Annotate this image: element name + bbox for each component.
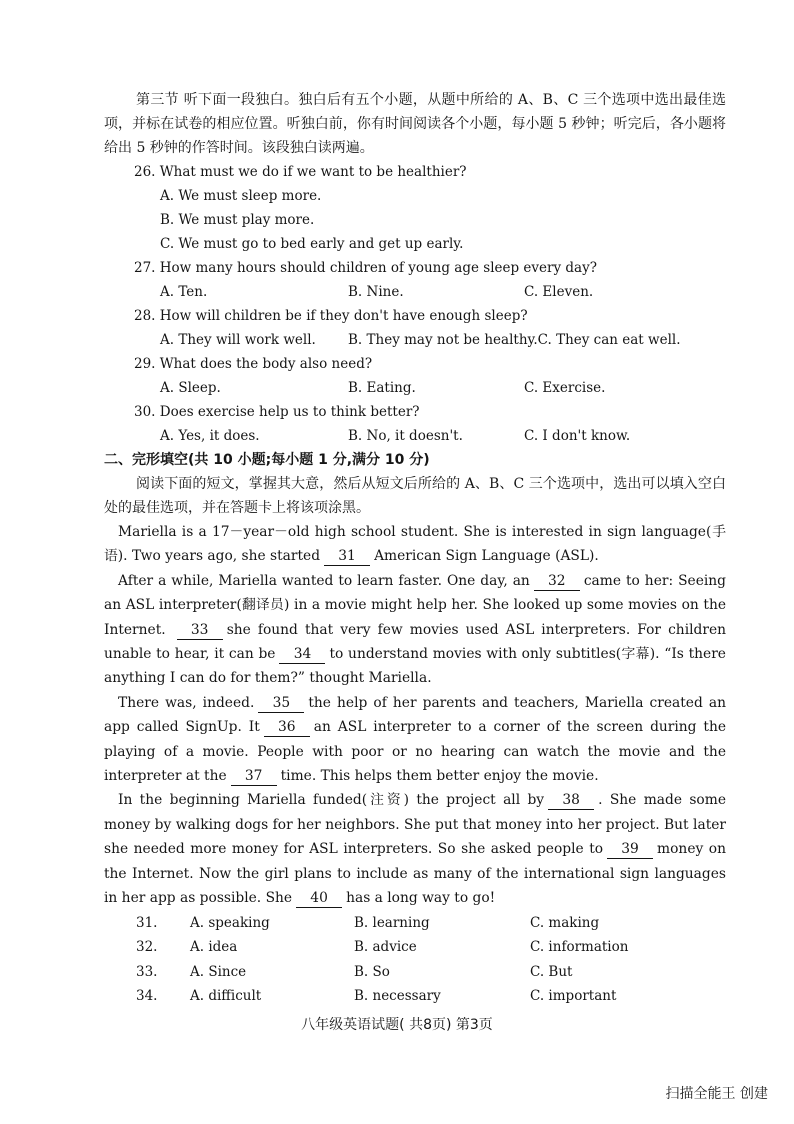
cloze-instructions: 阅读下面的短文，掌握其大意，然后从短文后所给的 A、B、C 三个选项中，选出可以填入空白处的最佳选项，并在答题卡上将该项涂黑。	[104, 476, 726, 516]
passage-text: money on the Internet. Now the girl plans to include as many of the international sign languages in her app as possible. She	[104, 841, 727, 907]
question-29	[104, 352, 726, 400]
option-c: C. important	[530, 988, 617, 1004]
scanner-watermark: 扫描全能王 创建	[665, 1086, 768, 1102]
cloze-section-heading: 二、完形填空(共 10 小题;每小题 1 分,满分 10 分)	[104, 452, 430, 468]
question-28	[104, 304, 726, 352]
blank-38: 38	[548, 791, 594, 810]
cloze-paragraph-1	[104, 520, 726, 569]
blank-37: 37	[231, 767, 277, 786]
option-c: C. Exercise.	[524, 380, 606, 396]
passage-text: American Sign Language (ASL).	[374, 548, 599, 565]
answer-number: 32.	[136, 939, 158, 955]
blank-35: 35	[258, 694, 304, 713]
option-a: A. speaking	[190, 914, 270, 931]
option-b: B. Nine.	[348, 284, 404, 300]
option-b: B. advice	[354, 939, 417, 955]
option-b: B. They may not be healthy.	[348, 332, 538, 348]
option-b: B. learning	[354, 914, 430, 931]
option-a: A. We must sleep more.	[160, 188, 322, 204]
option-c: C. I don't know.	[524, 428, 631, 444]
option-b: B. Eating.	[348, 380, 416, 396]
answer-row-33	[136, 960, 726, 985]
option-b: B. We must play more.	[160, 212, 315, 228]
option-a: A. difficult	[190, 988, 262, 1004]
cloze-paragraph-4	[104, 788, 726, 910]
options-row	[160, 376, 726, 400]
blank-40: 40	[296, 889, 342, 908]
option-b: B. No, it doesn't.	[348, 428, 463, 444]
blank-36: 36	[264, 718, 310, 737]
question-30	[104, 400, 726, 448]
passage-text: After a while, Mariella wanted to learn faster. One day, an	[118, 572, 530, 589]
answer-number: 33.	[136, 963, 158, 980]
answer-number: 34.	[136, 988, 158, 1004]
blank-39: 39	[607, 840, 653, 859]
option-c: C. They can eat well.	[537, 332, 681, 348]
passage-text: There was, indeed.	[118, 694, 255, 711]
question-stem: 26. What must we do if we want to be healthier?	[134, 164, 467, 180]
option-a: A. They will work well.	[160, 332, 316, 348]
option-c: C. making	[530, 914, 600, 931]
passage-text: In the beginning Mariella funded(注资) the project all by	[118, 792, 545, 809]
option-b: B. necessary	[354, 988, 441, 1004]
page-footer: 八年级英语试题( 共8页) 第3页	[301, 1017, 493, 1033]
question-27	[104, 256, 726, 304]
cloze-paragraph-3	[104, 691, 726, 789]
answer-row-32	[136, 935, 726, 960]
listening-section-3-intro: 第三节 听下面一段独白。独白后有五个小题，从题中所给的 A、B、C 三个选项中选出最佳选项，并标在试卷的相应位置。听独白前，你有时间阅读各个小题，每小题 5 秒钟；听完后，各小题将给出 5 秒钟的作答时间。该段独白读两遍。	[104, 92, 726, 156]
answer-number: 31.	[136, 914, 158, 931]
option-a: A. Yes, it does.	[160, 428, 260, 444]
question-stem: 29. What does the body also need?	[134, 356, 373, 372]
passage-text: an ASL interpreter to a corner of the screen during the playing of a movie. People with poor or no hearing can watch the movie and the interpreter at the	[104, 719, 727, 785]
passage-text: came to her: Seeing an ASL interpreter(翻译员) in a movie might help her. She looked up some movies on the Internet.	[104, 572, 726, 638]
question-stem: 27. How many hours should children of young age sleep every day?	[134, 260, 597, 276]
options-row	[160, 280, 726, 304]
answer-row-34	[136, 984, 726, 1009]
passage-text: to understand movies with only subtitles(字幕). “Is there anything I can do for them?” thought Mariella.	[104, 646, 726, 687]
cloze-paragraph-2	[104, 569, 726, 691]
question-stem: 28. How will children be if they don't have enough sleep?	[134, 308, 528, 324]
blank-33: 33	[177, 621, 223, 640]
passage-text: she found that very few movies used ASL interpreters. For children unable to hear, it can be	[104, 621, 726, 663]
option-a: A. Sleep.	[160, 380, 221, 396]
option-c: C. We must go to bed early and get up early.	[160, 236, 464, 252]
answer-options	[104, 911, 726, 1009]
option-c: C. Eleven.	[524, 284, 594, 300]
answer-row-31	[136, 911, 726, 936]
option-a: A. Since	[190, 963, 247, 980]
passage-text: the help of her parents and teachers, Mariella created an app called SignUp. It	[104, 694, 726, 736]
option-a: A. Ten.	[160, 284, 208, 300]
option-b: B. So	[354, 963, 390, 980]
passage-text: time. This helps them better enjoy the movie.	[280, 768, 599, 785]
options-row	[160, 328, 726, 352]
passage-text: Mariella is a 17－year－old high school student. She is interested in sign language(手语). Two years ago, she started	[104, 524, 726, 565]
passage-text: . She made some money by walking dogs for her neighbors. She put that money into her project. But later she needed more money for ASL interpreters. So she asked people to	[104, 792, 726, 858]
question-26	[104, 160, 726, 256]
exam-page	[104, 88, 726, 1009]
blank-32: 32	[534, 572, 580, 591]
blank-31: 31	[324, 547, 370, 566]
option-a: A. idea	[190, 939, 238, 955]
blank-34: 34	[279, 645, 325, 664]
question-stem: 30. Does exercise help us to think better?	[134, 404, 420, 420]
passage-text: has a long way to go!	[346, 890, 496, 907]
option-c: C. But	[530, 963, 573, 980]
options-row	[160, 424, 726, 448]
option-c: C. information	[530, 939, 629, 955]
